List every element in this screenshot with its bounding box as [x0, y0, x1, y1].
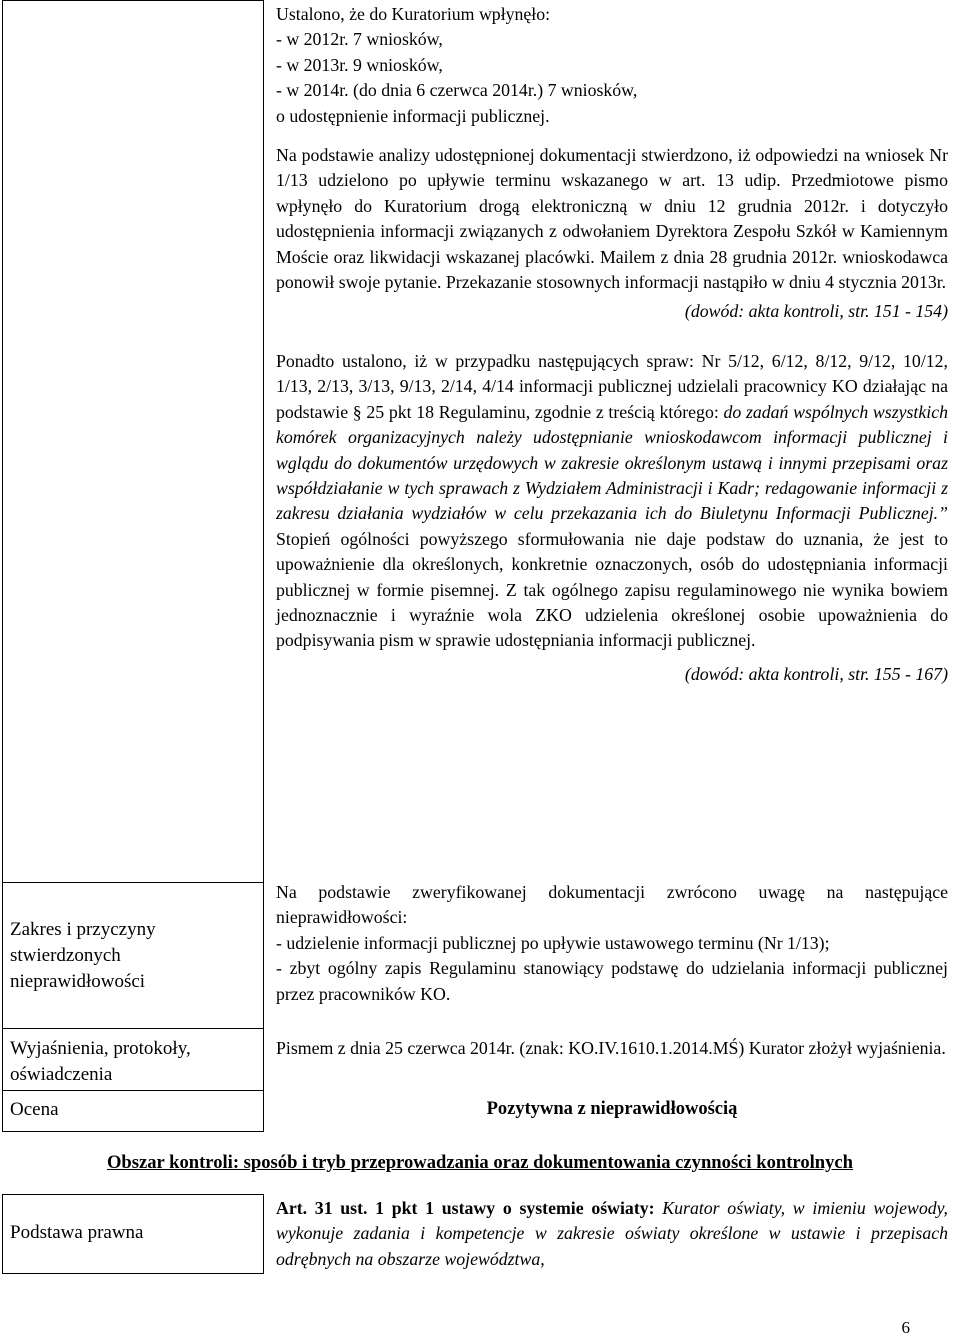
rating-label: Ocena: [10, 1099, 59, 1120]
intro-line: - w 2012r. 7 wniosków,: [276, 29, 443, 50]
irregularities-label-box: [2, 882, 264, 884]
explanations-content: [276, 1036, 948, 1061]
rating-content: [276, 1097, 948, 1122]
findings-section: [276, 2, 948, 687]
irregularities-label: Zakres i przyczyny stwierdzonych nieprawidłowości: [10, 919, 156, 992]
legal-basis-text: [276, 1196, 948, 1272]
intro-line: - w 2013r. 9 wniosków,: [276, 54, 443, 75]
regulation-paragraph-intro: Ponadto ustalono, iż w przypadku następujących spraw: Nr 5/12, 6/12, 8/12, 9/12, 10/12, 1/13, 2/13, 3/13, 9/13, 2/14, 4/14 informacji publicznej udzielali pracownicy KO działając na podstawie § 25 pkt 18 Regulaminu, zgodnie z treścią którego:: [276, 350, 948, 422]
explanations-label: Wyjaśnienia, protokoły, oświadczenia: [10, 1038, 191, 1085]
legal-basis-content: [276, 1196, 948, 1272]
irregularity-item: - udzielenie informacji publicznej po upływie ustawowego terminu (Nr 1/13);: [276, 932, 830, 953]
legal-basis-label: Podstawa prawna: [10, 1222, 144, 1243]
regulation-paragraph: [276, 349, 948, 654]
irregularities-content: [276, 880, 948, 1007]
rating-value: Pozytywna z nieprawidłowością: [486, 1099, 738, 1119]
regulation-quote: do zadań wspólnych wszystkich komórek organizacyjnych należy udostępnianie wnioskodawcom informacji publicznej i wglądu do dokumentów urzędowych w zakresie określonym ustawą i innymi przepisami oraz współdziałanie w tych sprawach z Wydziałem Administracji i Kadr; redagowanie informacji z zakresu działania wydziałów w celu przekazania ich do Biuletynu Informacji Publicznej.”: [276, 401, 948, 524]
evidence-note: (dowód: akta kontroli, str. 151 - 154): [684, 301, 948, 322]
legal-basis-quote: Kurator oświaty, w imieniu wojewody, wykonuje zadania i kompetencje w zakresie oświaty określone w ustawie i przepisach odrębnych na obszarze województwa,: [276, 1198, 948, 1269]
page-number: 6: [901, 1318, 910, 1337]
irregularity-item: - zbyt ogólny zapis Regulaminu stanowiący podstawę do udzielania informacji publicznej przez pracowników KO.: [276, 958, 948, 1004]
intro-line: Ustalono, że do Kuratorium wpłynęło:: [276, 4, 551, 24]
irregularities-intro: Na podstawie zweryfikowanej dokumentacji zwrócono uwagę na następujące nieprawidłowości:: [276, 882, 948, 928]
intro-line: o udostępnienie informacji publicznej.: [276, 105, 550, 126]
explanations-text: Pismem z dnia 25 czerwca 2014r. (znak: KO.IV.1610.1.2014.MŚ) Kurator złożył wyjaśnienia.: [276, 1038, 946, 1058]
regulation-assessment: Stopień ogólności powyższego sformułowania nie daje podstaw do uznania, że jest to upoważnienie dla określonych, konkretnie oznaczonych, osób do udostępniania informacji publicznej w formie pisemnej. Z tak ogólnego zapisu regulaminowego nie wynika bowiem jednoznacznie i wyraźnie wola ZKO udzielenia określonej osobie upoważnienia do podpisywania pism w sprawie udostępniania informacji publicznej.: [276, 528, 948, 651]
legal-basis-article: Art. 31 ust. 1 pkt 1 ustawy o systemie oświaty:: [276, 1198, 655, 1218]
analysis-paragraph: Na podstawie analizy udostępnionej dokumentacji stwierdzono, iż odpowiedzi na wniosek Nr 1/13 udzielono po upływie terminu wskazanego w art. 13 udip. Przedmiotowe pismo wpłynęło do Kuratorium drogą elektroniczną w dniu 12 grudnia 2012r. i dotyczyło udostępnienia informacji związanych z odwołaniem Dyrektora Zespołu Szkół w Kamiennym Moście oraz likwidacji wskazanej placówki. Mailem z dnia 28 grudnia 2012r. wnioskodawca ponowił swoje pytanie. Przekazanie stosownych informacji nastąpiło w dniu 4 stycznia 2013r.: [276, 145, 948, 293]
rating-divider: [2, 1090, 264, 1092]
intro-line: - w 2014r. (do dnia 6 czerwca 2014r.) 7 wniosków,: [276, 80, 638, 101]
explanations-divider: [2, 1028, 264, 1030]
area-heading: Obszar kontroli: sposób i tryb przeprowadzania oraz dokumentowania czynności kontrolnych: [106, 1152, 854, 1173]
evidence-note: (dowód: akta kontroli, str. 155 - 167): [684, 663, 948, 684]
